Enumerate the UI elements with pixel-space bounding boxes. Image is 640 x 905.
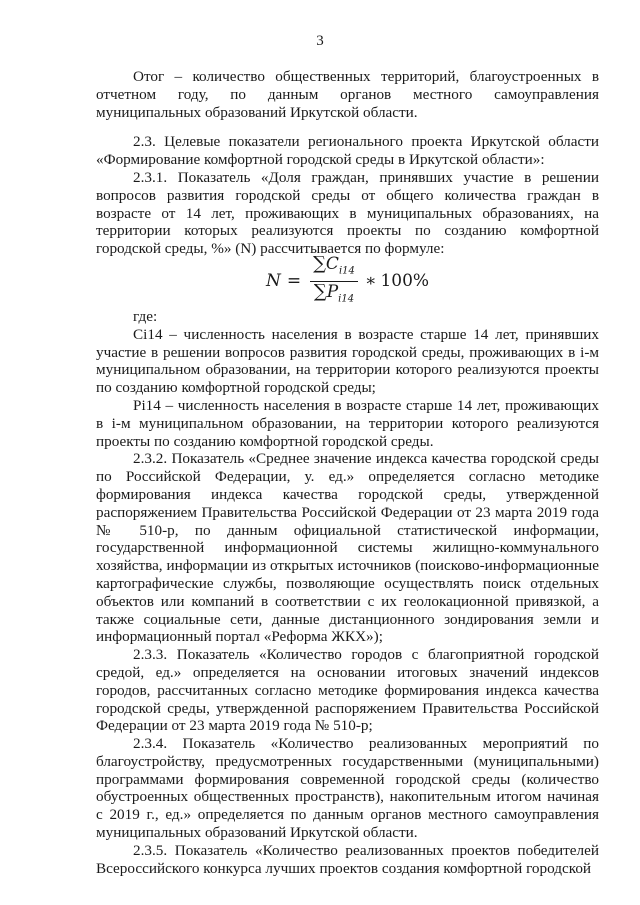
paragraph-where: где:: [133, 307, 158, 325]
formula-factor: 100%: [380, 271, 430, 292]
sum-sign: ∑: [313, 281, 327, 303]
paragraph-ci14: Сi14 – численность населения в возрасте старше 14 лет, принявших участие в решении вопросов развития городской среды, проживающих в i-м муниципальном образовании, на территории которого реализуются проекты по созданию комфортной городской среды;: [96, 325, 599, 397]
sum-sign: ∑: [313, 253, 326, 275]
paragraph-2-3-4: 2.3.4. Показатель «Количество реализованных мероприятий по благоустройству, предусмотренных государственными (муниципальными) программами формирования современной городской среды (количество обустроенных общественных пространств), накопительным итогом начиная с 2019 г., ед.» определяется по данным органов местного самоуправления муниципальных образований Иркутской области.: [96, 735, 599, 842]
paragraph-2-3: 2.3. Целевые показатели регионального проекта Иркутской области «Формирование комфортной городской среды в Иркутской области»:: [96, 133, 599, 169]
paragraph-2-3-1: 2.3.1. Показатель «Доля граждан, принявших участие в решении вопросов развития городской среды от общего количества граждан в возрасте от 14 лет, проживающих в муниципальных образованиях, на территории которых реализуются проекты по созданию комфортной городской среды, %» (N) рассчитывается по формуле:: [96, 168, 599, 258]
formula-fraction: [310, 255, 358, 308]
formula-times: ∗: [364, 271, 377, 292]
formula-equals: =: [286, 271, 302, 292]
paragraph-pi14: Рi14 – численность населения в возрасте старше 14 лет, проживающих в i-м муниципальном образовании, на территории которого реализуются проекты по созданию комфортной городской среды.: [96, 396, 599, 450]
numerator-var: C: [325, 254, 339, 275]
denominator-var: P: [326, 282, 339, 303]
paragraph-otog: Отог – количество общественных территорий, благоустроенных в отчетном году, по данным органов местного самоуправления муниципальных образований Иркутской области.: [96, 68, 599, 121]
formula-n: [96, 253, 599, 305]
paragraph-2-3-2: 2.3.2. Показатель «Среднее значение индекса качества городской среды по Российской Федерации, у. ед.» определяется согласно методике формирования индекса качества городской среды, утвержденной распоряжением Правительства Российской Федерации от 23 марта 2019 года № 510-р, по данным официальной статистической информации, государственной информационной системы жилищно-коммунального хозяйства, информации из открытых источников (поисково-информационные картографические службы, позволяющие осуществлять поиск отдельных объектов или компаний в соответствии с их геолокационной привязкой, а также социальные сети, данные дистанционного зондирования земли и информационный портал «Реформа ЖКХ»);: [96, 450, 599, 646]
page-number: 3: [316, 33, 324, 49]
formula-numerator: [310, 255, 358, 282]
formula-lhs: N: [265, 271, 281, 292]
document-body: [96, 68, 599, 877]
formula-denominator: [311, 282, 357, 308]
paragraph-2-3-3: 2.3.3. Показатель «Количество городов с благоприятной городской средой, ед.» определяется на основании итоговых значений индексов городов, рассчитанных согласно методике формирования индекса качества городской среды, утвержденной распоряжением Правительства Российской Федерации от 23 марта 2019 года № 510-р;: [96, 646, 599, 735]
paragraph-2-3-5: 2.3.5. Показатель «Количество реализованных проектов победителей Всероссийского конкурса лучших проектов создания комфортной городской: [96, 841, 599, 877]
denominator-sub: i14: [338, 293, 355, 305]
numerator-sub: i14: [338, 265, 355, 277]
